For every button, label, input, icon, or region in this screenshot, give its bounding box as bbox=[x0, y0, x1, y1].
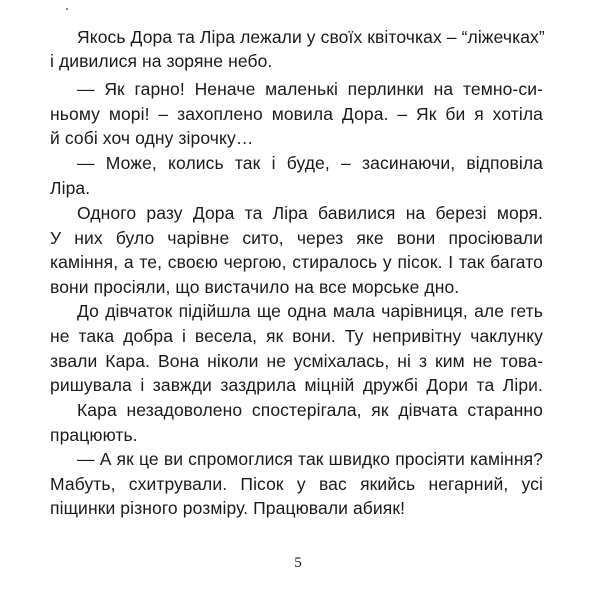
text-line: працюють. bbox=[50, 425, 138, 445]
speck-mark bbox=[66, 8, 68, 10]
text-line: і дивилися на зоряне небо. bbox=[50, 51, 273, 71]
text-line: піщинки різного розміру. Працювали абияк! bbox=[50, 498, 406, 518]
text-line: й собі хоч одну зірочку… bbox=[50, 128, 254, 148]
text-line: До дівчаток підійшла ще одна мала чарівниця, але геть bbox=[77, 301, 543, 321]
text-line: Одного разу Дора та Ліра бавилися на березі моря. bbox=[77, 203, 543, 223]
text-line: У них було чарівне сито, через яке вони просіювали bbox=[50, 228, 543, 248]
text-line: Якось Дора та Ліра лежали у своїх квіточках – “ліжечках” bbox=[77, 27, 545, 47]
text-line: — А як це ви спромоглися так швидко просіяти каміння? bbox=[77, 449, 543, 469]
page-number: 5 bbox=[294, 555, 302, 571]
text-line: ришувала і завжди заздрила міцній дружбі Дори та Ліри. bbox=[50, 375, 543, 395]
text-line: — Як гарно! Неначе маленькі перлинки на темно-си- bbox=[77, 79, 543, 99]
text-line: — Може, колись так і буде, – засинаючи, відповіла bbox=[77, 153, 543, 173]
text-line: Ліра. bbox=[50, 178, 91, 198]
text-line: звали Кара. Вона ніколи не усміхалась, ні з ким не това- bbox=[50, 351, 543, 371]
text-line: каміння, а те, своєю чергою, стиралось у пісок. І так багато bbox=[50, 252, 543, 272]
text-line: не така добра і весела, як вони. Ту непривітну чаклунку bbox=[50, 326, 543, 346]
text-line: ньому морі! – захоплено мовила Дора. – Як би я хотіла bbox=[50, 104, 543, 124]
text-line: вони просіяли, що вистачило на все морське дно. bbox=[50, 277, 460, 297]
text-line: Кара незадоволено спостерігала, як дівчата старанно bbox=[77, 400, 543, 420]
text-line: Мабуть, схитрували. Пісок у вас якийсь негарний, усі bbox=[50, 474, 543, 494]
